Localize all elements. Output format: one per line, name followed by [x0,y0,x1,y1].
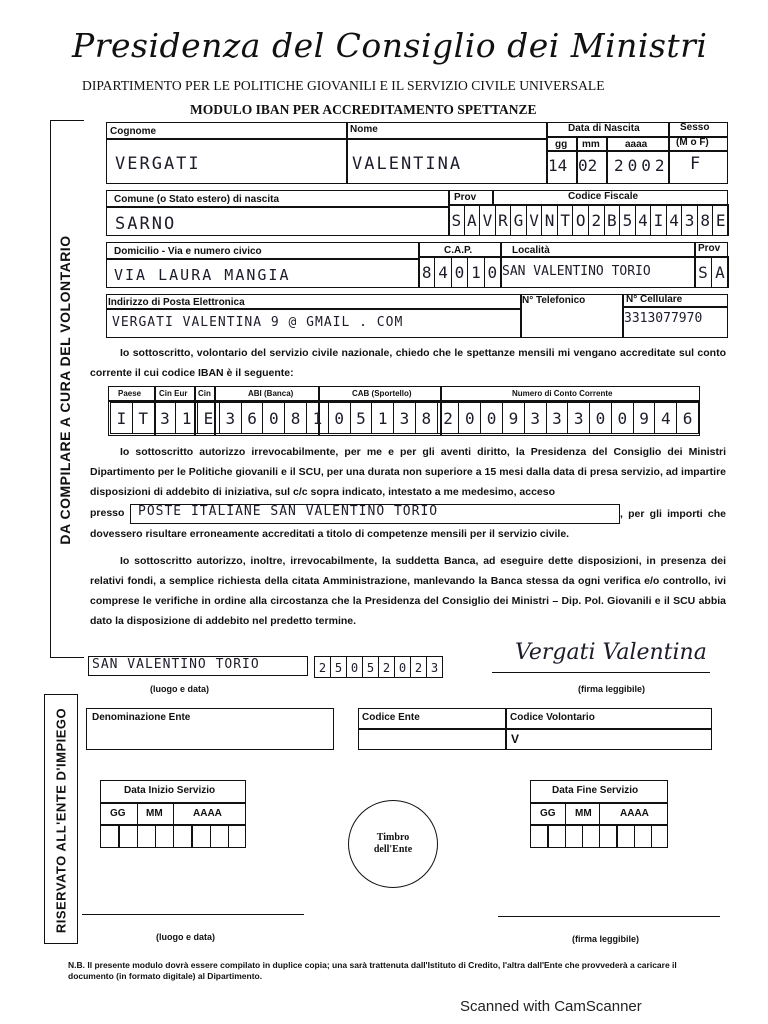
iban-char: 6 [241,402,264,434]
iban-char: 3 [524,402,547,434]
grid-divider [191,824,192,848]
label-prov-nascita: Prov [454,192,477,203]
label-m-o-f: (M o F) [676,137,709,148]
label-cin: Cin [198,389,211,398]
iban-char: 1 [306,402,329,434]
grid-divider [651,824,652,848]
iban-char: 0 [589,402,612,434]
cap-char: 0 [484,256,501,288]
codice-fiscale-char: N [541,204,558,236]
iban-char: E [197,402,220,434]
codice-fiscale-char: V [479,204,496,236]
label-codice-ente: Codice Ente [362,712,420,723]
label-conto: Numero di Conto Corrente [512,389,613,398]
value-domicilio: VIA LAURA MANGIA [114,266,291,284]
value-email: VERGATI VALENTINA 9 @ GMAIL . COM [112,315,404,330]
label-cin-eur: Cin Eur [159,389,188,398]
label-data-fine: Data Fine Servizio [552,785,639,796]
label-data-nascita: Data di Nascita [568,123,640,134]
data-firma-char: 0 [346,656,363,678]
codice-fiscale-char: 3 [681,204,698,236]
cap-char: 1 [467,256,484,288]
value-giorno: 14 [548,156,568,175]
value-cellulare: 3313077970 [624,311,703,326]
label-inizio-mm: MM [146,808,163,819]
iban-char: I [110,402,133,434]
data-firma-char: 2 [314,656,331,678]
iban-char: 3 [393,402,416,434]
codice-fiscale-char: R [495,204,512,236]
value-luogo: SAN VALENTINO TORIO [92,657,260,672]
codice-fiscale-char: T [557,204,574,236]
codice-fiscale-char: E [712,204,729,236]
codice-fiscale-char: B [604,204,621,236]
label-nome: Nome [350,124,378,135]
label-timbro: Timbro dell'Ente [373,832,413,855]
authorization-text-part1: Io sottoscritto autorizzo irrevocabilmente, per me e per gli aventi diritto, la Presidenza del Consiglio dei Ministri Dipartimento per le Politiche giovanili e il SCU, per una durata non superiore a 15 mesi dalla data di presa servizio, ad impartire disposizioni di addebito di iniziativa, sul c/c sopra indicato, intestato a me medesimo, acceso [90,446,726,498]
label-firma-top: (firma leggibile) [578,684,646,694]
cap-cells [418,256,500,288]
label-comune: Comune (o Stato estero) di nascita [114,194,280,205]
ministry-title: Presidenza del Consiglio dei Ministri [72,26,708,65]
value-cognome: VERGATI [115,154,201,174]
authorization-text [90,442,726,502]
iban-char: 0 [480,402,503,434]
data-firma-char: 3 [426,656,443,678]
codice-fiscale-char: 4 [666,204,683,236]
prov-char: S [694,256,712,288]
iban-char: 2 [437,402,460,434]
iban-request-text: Io sottoscritto, volontario del servizio civile nazionale, chiedo che le spettanze mensili mi vengano accreditate sul conto corrente il cui codice IBAN è il seguente: [90,347,726,379]
entity-side-label: RISERVATO ALL'ENTE D'IMPIEGO [53,707,69,934]
iban-char: 0 [611,402,634,434]
department-line: DIPARTIMENTO PER LE POLITICHE GIOVANILI E IL SERVIZIO CIVILE UNIVERSALE [82,78,605,93]
value-nome: VALENTINA [352,154,463,174]
label-inizio-aaaa: AAAA [193,808,222,819]
cap-char: 0 [451,256,468,288]
label-cab: CAB (Sportello) [352,389,412,398]
data-firma-char: 5 [362,656,379,678]
label-inizio-gg: GG [110,808,126,819]
iban-char: 0 [328,402,351,434]
codice-fiscale-char: S [448,204,465,236]
iban-char: 0 [458,402,481,434]
codice-fiscale-char: O [572,204,589,236]
iban-char: 3 [546,402,569,434]
prov-char: A [711,256,729,288]
label-paese: Paese [118,389,142,398]
iban-char: T [132,402,155,434]
iban-char: 0 [262,402,285,434]
cap-char: 8 [418,256,435,288]
codice-fiscale-char: V [526,204,543,236]
data-firma-char: 2 [410,656,427,678]
iban-char: 6 [676,402,699,434]
iban-char: 8 [284,402,307,434]
label-codice-fiscale: Codice Fiscale [568,191,639,202]
camscanner-watermark: Scanned with CamScanner [460,998,642,1015]
value-localita: SAN VALENTINO TORIO [502,264,651,279]
grid-divider [228,824,229,848]
grid-divider [137,802,138,848]
iban-char: 9 [633,402,656,434]
iban-char: 1 [175,402,198,434]
cap-char: 4 [434,256,451,288]
label-cap: C.A.P. [444,245,473,256]
codice-fiscale-char: I [650,204,667,236]
data-firma-char: 5 [330,656,347,678]
data-firma-char: 0 [394,656,411,678]
grid-divider [599,802,600,848]
label-cognome: Cognome [110,126,157,137]
grid-divider [210,824,211,848]
grid-divider [118,824,119,848]
label-firma-bottom: (firma leggibile) [572,934,640,944]
grid-divider [565,802,566,848]
codice-fiscale-char: 5 [619,204,636,236]
label-fine-mm: MM [575,808,592,819]
iban-char: 9 [502,402,525,434]
prov-cells [694,256,728,288]
label-abi: ABI (Banca) [248,389,294,398]
grid-divider [634,824,635,848]
value-anno: 2002 [614,156,669,175]
codice-fiscale-char: 4 [635,204,652,236]
codice-fiscale-char: 8 [697,204,714,236]
label-gg: gg [555,139,568,150]
iban-cells [110,402,698,434]
iban-char: 5 [350,402,373,434]
grid-divider [155,824,156,848]
authorization-text-part2: , per gli importi che dovessero risultare erroneamente accreditati a titolo di competenze mensili per il servizio civile. [90,508,726,540]
volunteer-side-label: DA COMPILARE A CURA DEL VOLONTARIO [57,235,73,545]
iban-char: 1 [371,402,394,434]
iban-char: 3 [219,402,242,434]
value-sesso: F [690,154,703,174]
codice-fiscale-char: A [464,204,481,236]
label-luogo-data-top: (luogo e data) [150,684,209,694]
iban-char: 8 [415,402,438,434]
codice-fiscale-char: 2 [588,204,605,236]
label-fine-aaaa: AAAA [620,808,649,819]
data-firma-char: 2 [378,656,395,678]
grid-divider [173,802,174,848]
nota-bene: N.B. Il presente modulo dovrà essere compilato in duplice copia; una sarà trattenuta dall'Istituto di Credito, l'altra dall'Ente che provvederà a caricare il documento (in formato digitale) al Dipartimento. [68,960,677,981]
label-aaaa: aaaa [625,139,648,150]
label-localita: Località [512,245,550,256]
label-codice-volontario: Codice Volontario [510,712,595,723]
label-fine-gg: GG [540,808,556,819]
codice-fiscale-char: G [510,204,527,236]
label-domicilio: Domicilio - Via e numero civico [114,246,262,257]
form-title: MODULO IBAN PER ACCREDITAMENTO SPETTANZE [190,102,537,117]
codice-fiscale-cells [448,204,728,236]
label-cellulare: N° Cellulare [626,294,683,305]
iban-char: 4 [654,402,677,434]
data-fine-grid [530,802,668,848]
label-prov-domicilio: Prov [698,243,721,254]
label-data-inizio: Data Inizio Servizio [124,785,216,796]
value-mese: 02 [578,156,598,175]
iban-char: 3 [154,402,177,434]
label-mm: mm [582,139,600,150]
data-inizio-grid [100,802,246,848]
grid-divider [582,824,583,848]
grid-divider [547,824,548,848]
label-presso: presso [90,507,125,519]
label-sesso: Sesso [680,122,710,133]
label-denominazione: Denominazione Ente [92,712,191,723]
value-codice-volontario: V [511,732,520,746]
value-banca-presso: POSTE ITALIANE SAN VALENTINO TORIO [138,504,439,519]
date-cells [314,656,442,678]
label-telefono: N° Telefonico [522,295,586,306]
grid-divider [616,824,617,848]
label-luogo-data-bottom: (luogo e data) [156,932,215,942]
bank-authorization-text: Io sottoscritto autorizzo, inoltre, irrevocabilmente, la suddetta Banca, ad eseguire dette disposizioni, in presenza dei relativi fondi, a semplice richiesta della citata Amministrazione, manlevando la Banca stessa da ogni verifica e/o controllo, ivi comprese le verifiche in ordine alla circostanza che la Presidenza del Consiglio dei Ministri – Dip. Pol. Giovanili e il SCU abbia dato la disposizione di addebito nel predetto termine. [90,555,726,627]
value-comune: SARNO [115,214,177,234]
label-email: Indirizzo di Posta Elettronica [108,297,245,308]
iban-char: 3 [567,402,590,434]
signature: Vergati Valentina [515,640,707,665]
